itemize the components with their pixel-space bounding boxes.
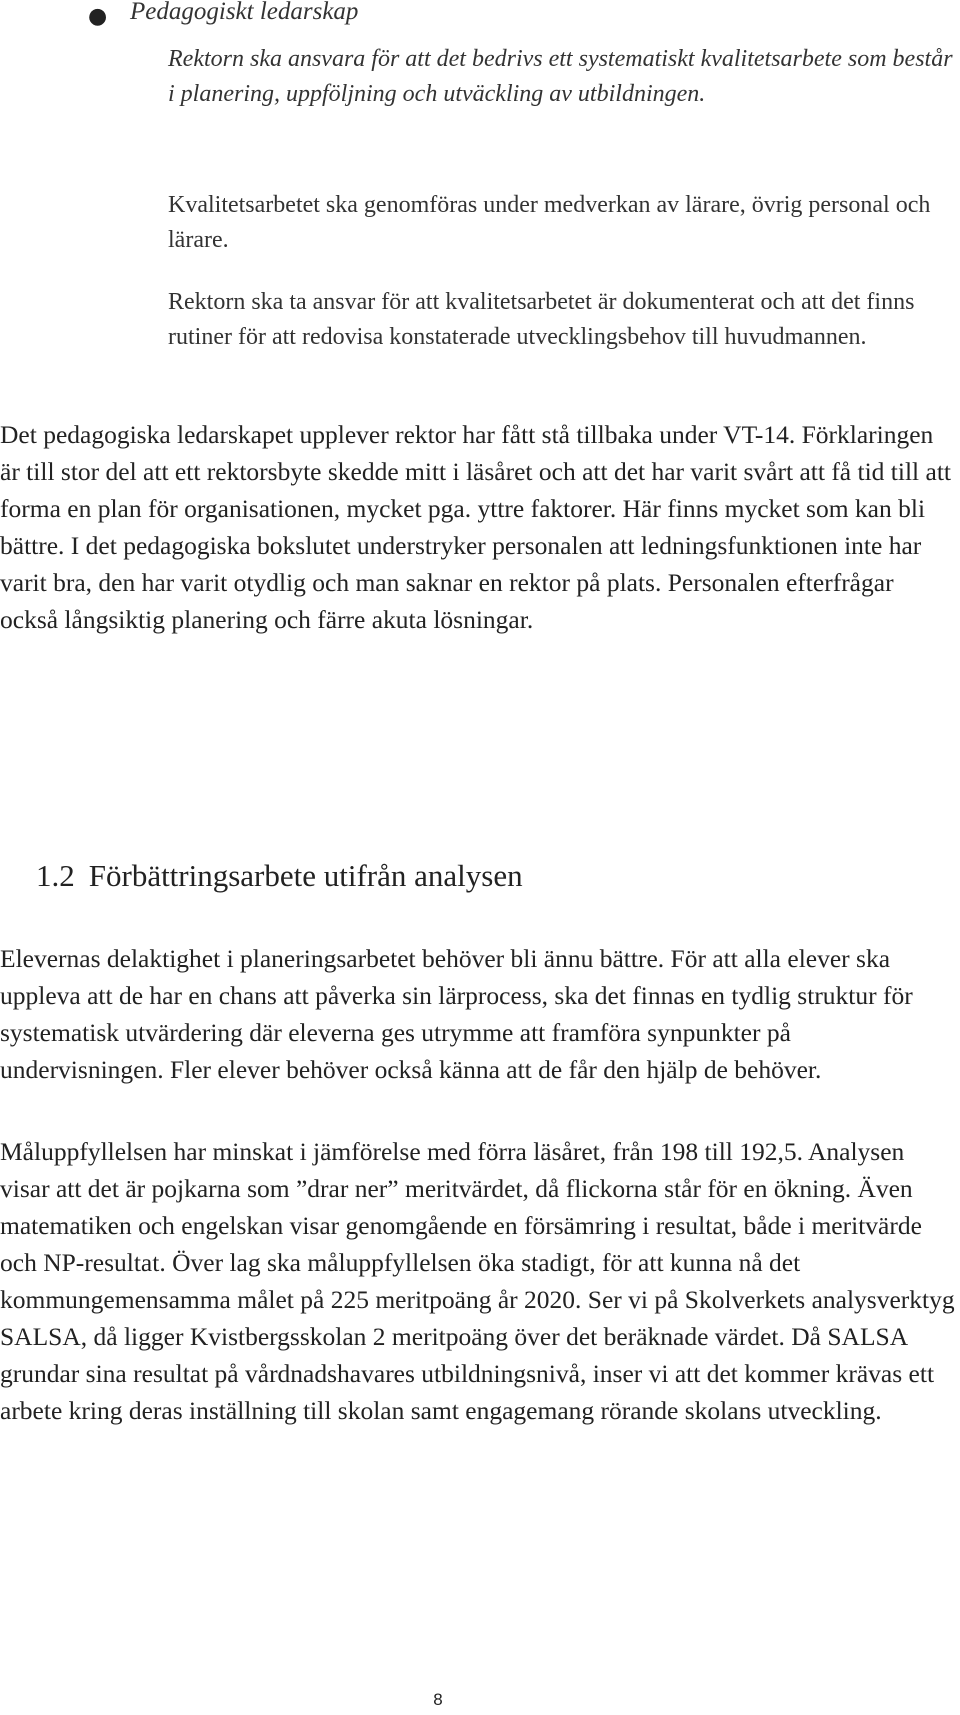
- section-title: Förbättringsarbete utifrån analysen: [88, 858, 523, 893]
- quote-paragraph: Rektorn ska ta ansvar för att kvalitetsarbetet är dokumenterat och att det finns rutiner för att redovisa konstaterade utvecklingsbehov till huvudmannen.: [168, 289, 915, 350]
- section-number: 1.2: [36, 858, 75, 893]
- body-paragraph: Elevernas delaktighet i planeringsarbetet behöver bli ännu bättre. För att alla elever ska uppleva att de har en chans att påverka sin lärprocess, ska det finnas en tydlig struktur för systematisk utvärdering där eleverna ges utrymme att framföra synpunkter på undervisningen. Fler elever behöver också känna att de får den hjälp de behöver.: [0, 944, 913, 1084]
- body-paragraph: Måluppfyllelsen har minskat i jämförelse med förra läsåret, från 198 till 192,5. Analysen visar att det är pojkarna som ”drar ner” meritvärdet, då flickorna står för en ökning. Även matematiken och engelskan visar genomgående en försämring i resultat, både i meritvärde och NP-resultat. Över lag ska måluppfyllelsen öka stadigt, för att kunna nå det kommungemensamma målet på 225 meritpoäng år 2020. Ser vi på Skolverkets analysverktyg SALSA, då ligger Kvistbergsskolan 2 meritpoäng över det beräknade värdet. Då SALSA grundar sina resultat på vårdnadshavares utbildningsnivå, inser vi att det kommer krävas ett arbete kring deras inställning till skolan samt engagemang rörande skolans utveckling.: [0, 1137, 955, 1425]
- page-number: 8: [433, 1690, 443, 1709]
- quote-paragraph: Kvalitetsarbetet ska genomföras under medverkan av lärare, övrig personal och lärare.: [168, 192, 931, 253]
- bullet-title: Pedagogiskt ledarskap: [130, 0, 359, 25]
- body-paragraph: Det pedagogiska ledarskapet upplever rektor har fått stå tillbaka under VT-14. Förklaringen är till stor del att ett rektorsbyte skedde mitt i läsåret och att det har varit svårt att få tid till att forma en plan för organisationen, mycket pga. yttre faktorer. Här finns mycket som kan bli bättre. I det pedagogiska bokslutet understryker personalen att ledningsfunktionen inte har varit bra, den har varit otydlig och man saknar en rektor på plats. Personalen efterfrågar också långsiktig planering och färre akuta lösningar.: [0, 420, 951, 634]
- bullet-icon: ●: [88, 4, 108, 29]
- quote-paragraph: Rektorn ska ansvara för att det bedrivs ett systematiskt kvalitetsarbete som består i planering, uppföljning och utväckling av utbildningen.: [168, 46, 953, 107]
- section-heading: [36, 858, 523, 894]
